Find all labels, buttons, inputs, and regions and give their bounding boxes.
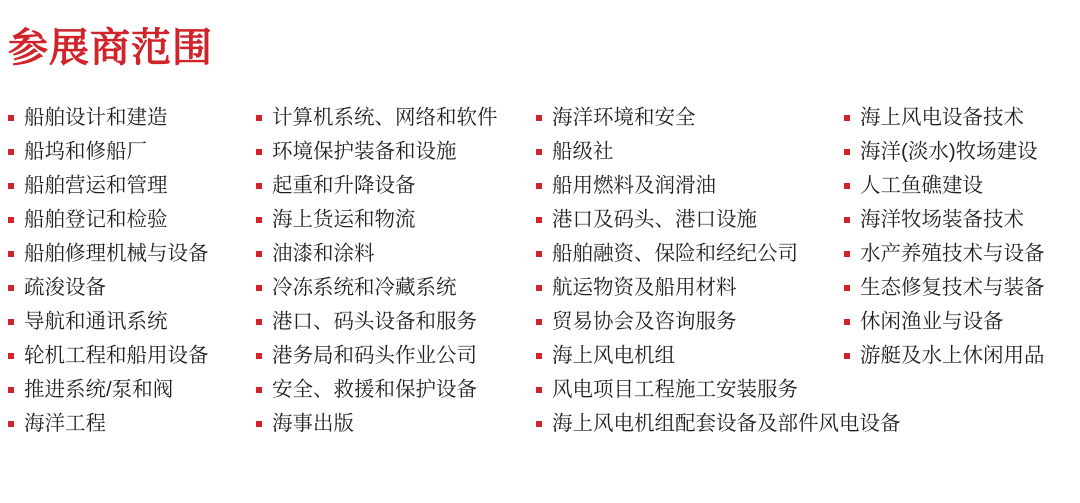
- category-column-1: [0, 106, 250, 446]
- list-item: 船级社: [536, 140, 840, 163]
- list-item: 船舶设计和建造: [8, 106, 250, 129]
- square-bullet-icon: [8, 251, 14, 257]
- list-item: 冷冻系统和冷藏系统: [256, 276, 530, 299]
- square-bullet-icon: [256, 251, 262, 257]
- category-columns: [0, 106, 1080, 446]
- square-bullet-icon: [256, 115, 262, 121]
- square-bullet-icon: [844, 115, 850, 121]
- square-bullet-icon: [844, 285, 850, 291]
- list-item: 航运物资及船用材料: [536, 276, 840, 299]
- page-title: 参展商范围: [8, 26, 213, 70]
- square-bullet-icon: [8, 387, 14, 393]
- list-item: 海事出版: [256, 412, 530, 435]
- category-column-3: [530, 106, 901, 446]
- square-bullet-icon: [8, 285, 14, 291]
- list-item: 海洋(淡水)牧场建设: [844, 140, 1080, 163]
- square-bullet-icon: [256, 421, 262, 427]
- square-bullet-icon: [256, 183, 262, 189]
- category-list-1: [8, 106, 250, 435]
- list-item: 起重和升降设备: [256, 174, 530, 197]
- square-bullet-icon: [844, 251, 850, 257]
- square-bullet-icon: [256, 149, 262, 155]
- square-bullet-icon: [536, 421, 542, 427]
- square-bullet-icon: [844, 353, 850, 359]
- list-item: 安全、救援和保护设备: [256, 378, 530, 401]
- list-item: 水产养殖技术与设备: [844, 242, 1080, 265]
- square-bullet-icon: [256, 319, 262, 325]
- square-bullet-icon: [536, 285, 542, 291]
- list-item: 推进系统/泵和阀: [8, 378, 250, 401]
- list-item: 轮机工程和船用设备: [8, 344, 250, 367]
- square-bullet-icon: [536, 115, 542, 121]
- list-item: 人工鱼礁建设: [844, 174, 1080, 197]
- square-bullet-icon: [844, 149, 850, 155]
- square-bullet-icon: [8, 353, 14, 359]
- list-item: 贸易协会及咨询服务: [536, 310, 840, 333]
- square-bullet-icon: [8, 421, 14, 427]
- square-bullet-icon: [536, 217, 542, 223]
- square-bullet-icon: [536, 251, 542, 257]
- list-item: 导航和通讯系统: [8, 310, 250, 333]
- list-item: 港口、码头设备和服务: [256, 310, 530, 333]
- square-bullet-icon: [844, 319, 850, 325]
- square-bullet-icon: [536, 353, 542, 359]
- list-item: 计算机系统、网络和软件: [256, 106, 530, 129]
- list-item: 港口及码头、港口设施: [536, 208, 840, 231]
- category-list-3: [536, 106, 901, 435]
- list-item: 海洋环境和安全: [536, 106, 840, 129]
- square-bullet-icon: [8, 183, 14, 189]
- square-bullet-icon: [256, 353, 262, 359]
- square-bullet-icon: [536, 149, 542, 155]
- list-item: 海上风电机组配套设备及部件风电设备: [536, 412, 840, 435]
- list-item: 海上风电机组: [536, 344, 840, 367]
- list-item: 游艇及水上休闲用品: [844, 344, 1080, 367]
- list-item: 油漆和涂料: [256, 242, 530, 265]
- square-bullet-icon: [256, 285, 262, 291]
- list-item: 疏浚设备: [8, 276, 250, 299]
- list-item: 环境保护装备和设施: [256, 140, 530, 163]
- list-item: 船舶修理机械与设备: [8, 242, 250, 265]
- category-list-4: [844, 106, 1080, 367]
- square-bullet-icon: [8, 149, 14, 155]
- square-bullet-icon: [256, 387, 262, 393]
- category-column-2: [250, 106, 530, 446]
- list-item: 港务局和码头作业公司: [256, 344, 530, 367]
- list-item: 海上风电设备技术: [844, 106, 1080, 129]
- square-bullet-icon: [8, 217, 14, 223]
- square-bullet-icon: [536, 319, 542, 325]
- category-list-2: [256, 106, 530, 435]
- square-bullet-icon: [256, 217, 262, 223]
- list-item: 海洋牧场装备技术: [844, 208, 1080, 231]
- list-item: 船舶登记和检验: [8, 208, 250, 231]
- square-bullet-icon: [844, 217, 850, 223]
- square-bullet-icon: [8, 319, 14, 325]
- list-item: 船舶融资、保险和经纪公司: [536, 242, 840, 265]
- list-item: 海洋工程: [8, 412, 250, 435]
- list-item: 船坞和修船厂: [8, 140, 250, 163]
- list-item: 海上货运和物流: [256, 208, 530, 231]
- category-column-4: [840, 106, 1080, 378]
- list-item: 船舶营运和管理: [8, 174, 250, 197]
- square-bullet-icon: [536, 387, 542, 393]
- list-item: 生态修复技术与装备: [844, 276, 1080, 299]
- list-item: 风电项目工程施工安装服务: [536, 378, 840, 401]
- list-item: 休闲渔业与设备: [844, 310, 1080, 333]
- square-bullet-icon: [8, 115, 14, 121]
- square-bullet-icon: [536, 183, 542, 189]
- square-bullet-icon: [844, 183, 850, 189]
- list-item: 船用燃料及润滑油: [536, 174, 840, 197]
